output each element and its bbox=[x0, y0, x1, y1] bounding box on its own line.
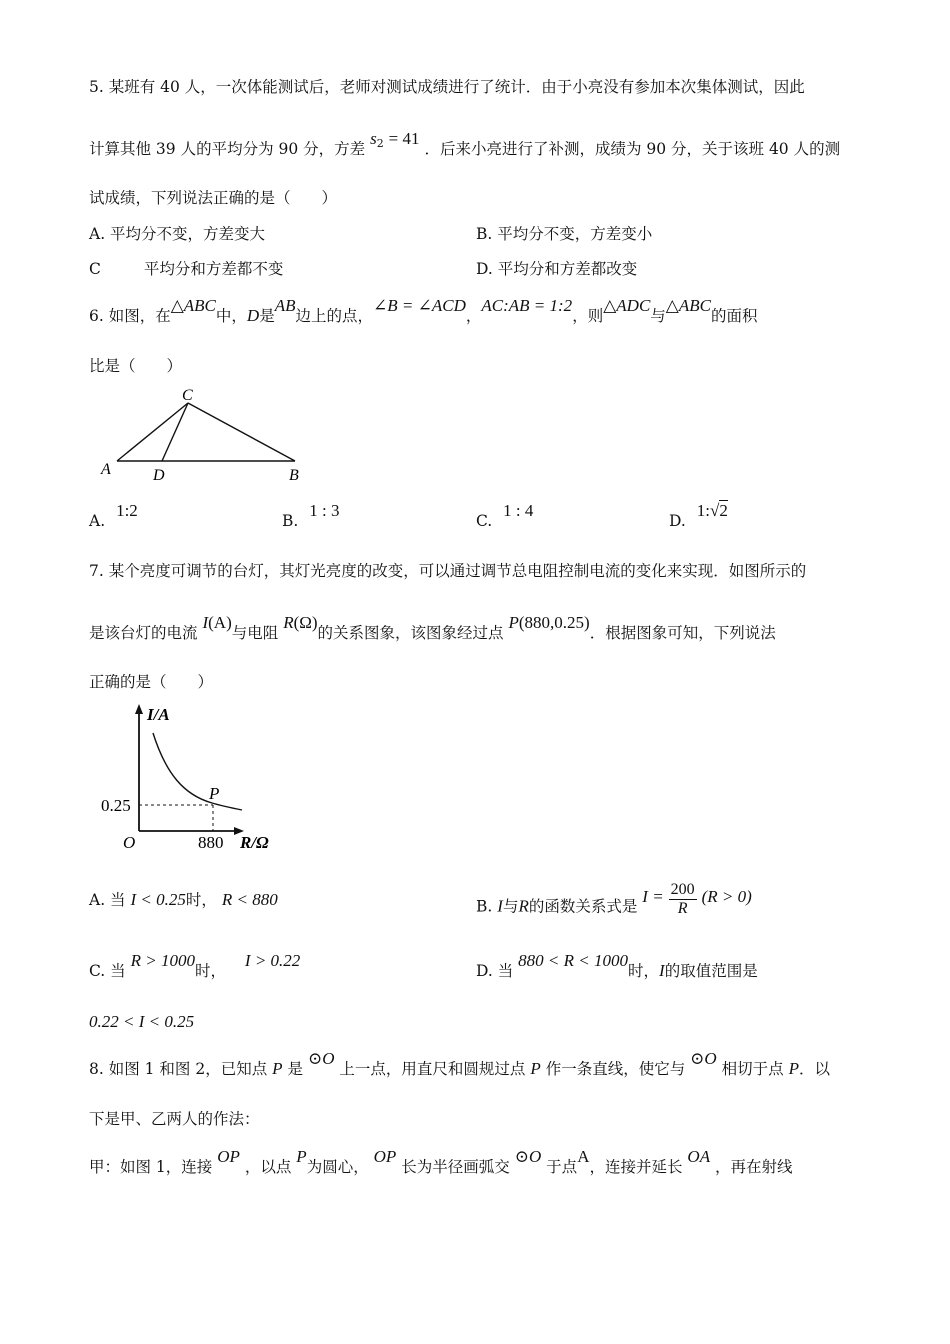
variance-symbol: s bbox=[370, 129, 377, 148]
q5-option-a: A. 平均分不变，方差变大 bbox=[89, 225, 266, 243]
q7-option-a: A. 当 I < 0.25时， R < 880 bbox=[89, 890, 278, 909]
y-axis-arrow-icon bbox=[135, 704, 143, 714]
q7-line-1: 7. 某个亮度可调节的台灯，其灯光亮度的改变，可以通过调节总电阻控制电流的变化来实现．如图所示的 bbox=[89, 562, 807, 580]
fraction-200-over-r: $\frac{200}{R}$ bbox=[670, 881, 695, 917]
q7-line-2: 是该台灯的电流 I(A)与电阻 R(Ω)的关系图象，该图象经过点 P(880,0.25)．根据图象可知，下列说法 bbox=[89, 613, 776, 642]
q8-line-2: 下是甲、乙两人的作法： bbox=[89, 1110, 260, 1128]
point-d-label: D bbox=[153, 467, 165, 484]
q6-option-d: D. 1:√2 bbox=[669, 501, 728, 530]
x-tick-label: 880 bbox=[198, 833, 224, 852]
q5-line-3: 试成绩，下列说法正确的是（ ） bbox=[89, 189, 338, 207]
sqrt-symbol: √ bbox=[709, 501, 720, 520]
vertex-c-label: C bbox=[182, 388, 193, 404]
q6-line-1: 6. 如图，在△ABC中，D是AB边上的点，∠B = ∠ACD，AC:AB = 1:2，则△ADC与△ABC的面积 bbox=[89, 296, 758, 325]
q7-line-3: 正确的是（ ） bbox=[89, 673, 214, 691]
q7-option-c: C. 当 R > 1000时， I > 0.22 bbox=[89, 951, 301, 980]
q8-line-3: 甲：如图 1，连接 OP ，以点 P为圆心， OP 长为半径画弧交 ⊙O 于点A，连接并延长 OA ，再在射线 bbox=[89, 1147, 793, 1176]
q5-line-2: 计算其他 39 人的平均分为 90 分，方差 $s^2 = 41$ ．后来小亮进行了补测，成绩为 90 分，关于该班 40 人的测 bbox=[89, 129, 841, 158]
q5-line-1: 5. 某班有 40 人，一次体能测试后，老师对测试成绩进行了统计．由于小亮没有参加本次集体测试，因此 bbox=[89, 78, 805, 96]
vertex-a-label: A bbox=[101, 461, 111, 478]
q5-option-d: D. 平均分和方差都改变 bbox=[476, 260, 638, 278]
q5-option-b: B. 平均分不变，方差变小 bbox=[476, 225, 653, 243]
q7-option-d: D. 当 880 < R < 1000时，I的取值范围是 bbox=[476, 951, 758, 980]
y-tick-label: 0.25 bbox=[101, 796, 131, 815]
q5-option-c: C 平均分和方差都不变 bbox=[89, 260, 284, 278]
x-axis-label: R/Ω bbox=[240, 833, 269, 852]
vertex-b-label: B bbox=[289, 467, 299, 484]
y-axis-label: I/A bbox=[147, 705, 170, 724]
q8-line-1: 8. 如图 1 和图 2，已知点 P 是 ⊙O 上一点，用直尺和圆规过点 P 作一条直线，使它与 ⊙O 相切于点 P．以 bbox=[89, 1049, 830, 1078]
current-resistance-graph bbox=[92, 700, 292, 855]
variance-value: = 41 bbox=[388, 129, 420, 148]
triangle-figure bbox=[95, 388, 315, 486]
q6-option-c: C. 1 : 4 bbox=[476, 501, 534, 530]
inverse-curve bbox=[153, 733, 242, 810]
point-p-label: P bbox=[209, 784, 220, 803]
q7-option-b: B. I与R的函数关系式是 I = $\frac{200}{R}$ (R > 0) bbox=[476, 881, 752, 917]
q7-option-d-range: 0.22 < I < 0.25 bbox=[89, 1012, 195, 1031]
q6-option-a: A. 1:2 bbox=[89, 501, 138, 530]
origin-label: O bbox=[123, 833, 136, 852]
q6-option-b: B. 1 : 3 bbox=[282, 501, 340, 530]
q6-line-2: 比是（ ） bbox=[89, 357, 183, 375]
